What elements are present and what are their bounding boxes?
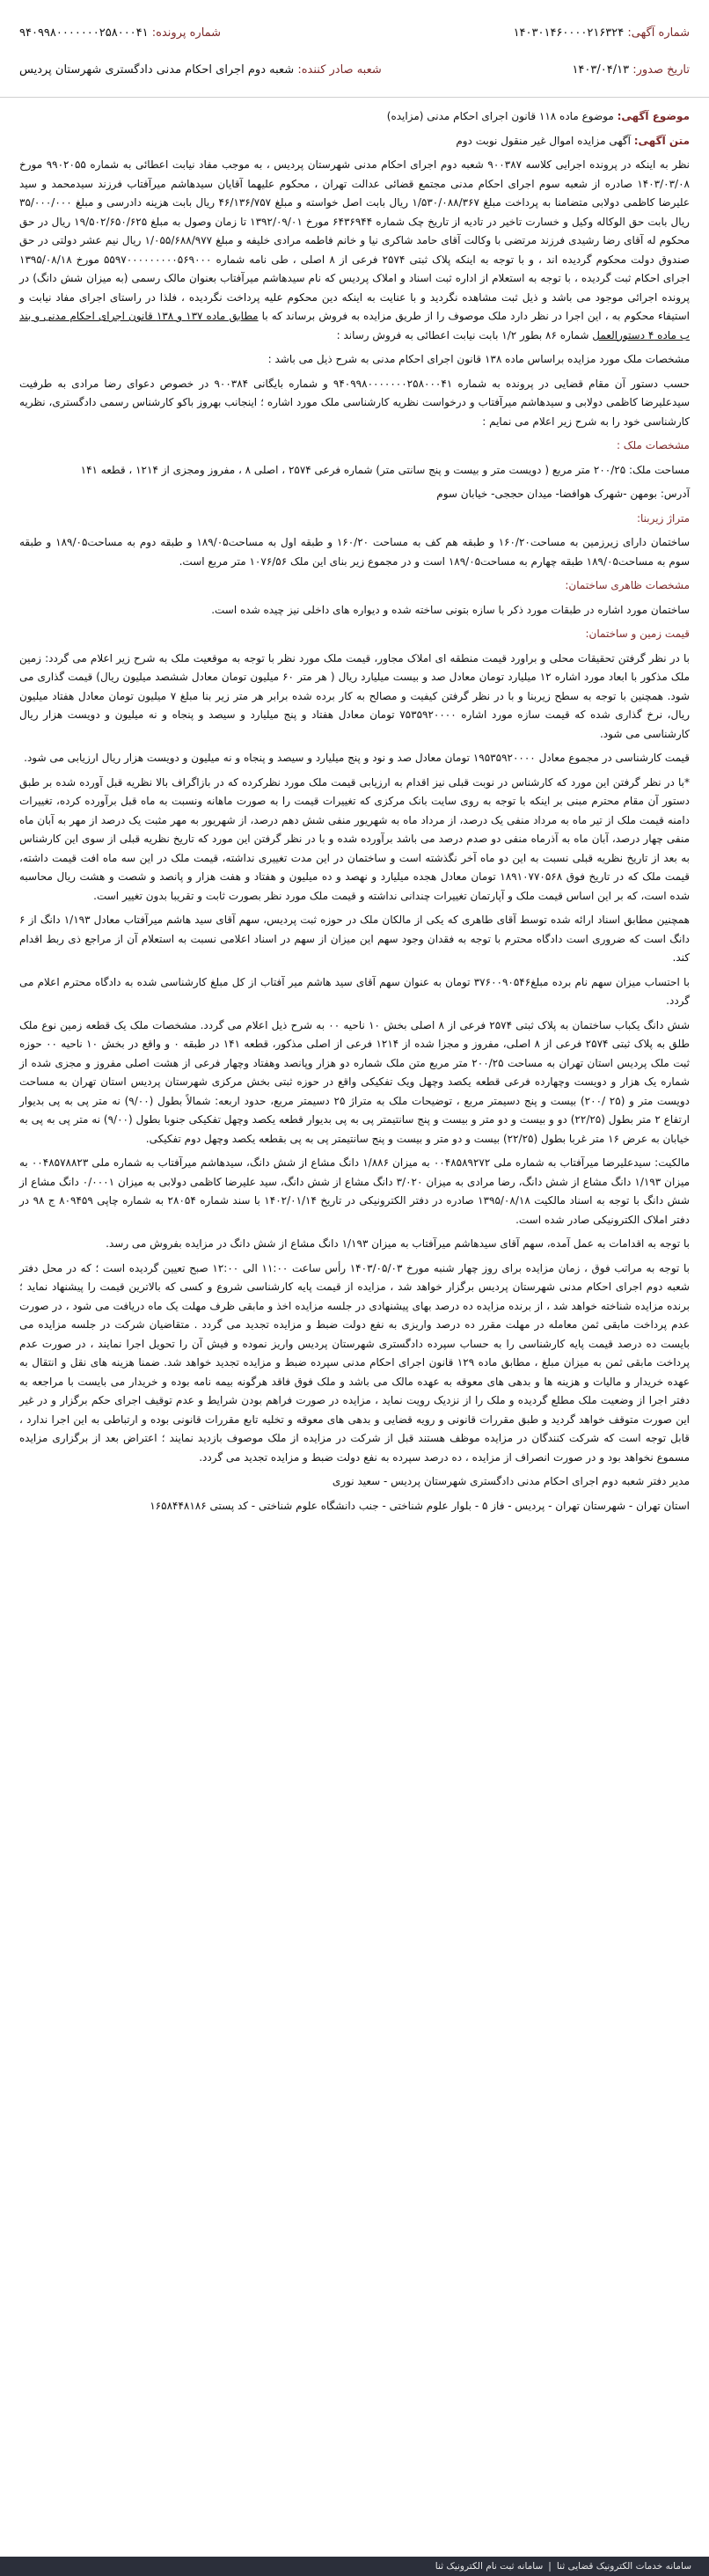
footer-site-name[interactable]: سامانه ثبت نام الکترونیک ثنا	[435, 2561, 544, 2572]
notice-title: آگهی مزایده اموال غیر منقول نوبت دوم	[456, 134, 631, 147]
subject-line	[19, 107, 690, 127]
notice-content	[19, 107, 690, 1521]
ad-number-field	[514, 26, 690, 40]
issue-date-value: ۱۴۰۳/۰۴/۱۳	[572, 63, 630, 77]
body-label-line	[19, 132, 690, 151]
specs-title: مشخصات ملک :	[616, 439, 690, 451]
case-number-field	[19, 26, 221, 40]
valuation-paragraph: همچنین مطابق اسناد ارائه شده توسط آقای طاهری که یکی از مالکان ملک در حوزه ثبت پردیس، سهم آقای سید هاشم میرآفتاب معادل ۱/۱۹۳ دانگ از ۶ دانگ است که ضروری است دادگاه محترم با توجه به فقدان وجود سهم این میزان از سهم در اسناد اعلامی نسبت به استعلام آن از مراجع ذی ربط اقدام کند.	[19, 914, 690, 964]
office-address: استان تهران - شهرستان تهران - پردیس - فاز ۵ - بلوار علوم شناختی - جنب دانشگاه علوم شناختی - کد پستی ۱۶۵۸۴۴۸۱۸۶	[150, 1499, 690, 1512]
notice-header	[0, 0, 709, 98]
address-line: آدرس: بومهن -شهرک هوافضا- میدان حججی- خیابان سوم	[436, 488, 690, 500]
body-label: متن آگهی:	[633, 134, 690, 147]
case-number-label: شماره پرونده:	[151, 26, 222, 40]
subject-label: موضوع آگهی:	[617, 110, 690, 122]
land-building-title: قیمت زمین و ساختمان:	[585, 627, 690, 640]
appearance-line: ساختمان مورد اشاره در طبقات مورد ذکر با سازه بتونی ساخته شده و دیواره های داخلی نیز چیده شده است.	[211, 603, 690, 616]
ad-number-value: ۱۴۰۳۰۱۴۶۰۰۰۰۲۱۶۳۲۴	[513, 26, 625, 40]
area-line: مساحت ملک: ۲۰۰/۲۵ متر مربع ( دویست متر و بیست و پنج سانتی متر) شماره فرعی ۲۵۷۴ ، اصلی ۸ ، مفروز ومجزی از ۱۲۱۴ ، قطعه ۱۴۱	[80, 463, 690, 476]
issuer-label: شعبه صادر کننده:	[297, 63, 382, 77]
appearance-title: مشخصات ظاهری ساختمان:	[565, 579, 690, 591]
valuation-paragraph: شش دانگ یکباب ساختمان به پلاک ثبتی ۲۵۷۴ فرعی از ۸ اصلی بخش ۱۰ ناحیه ۰۰ به شرح ذیل اعلام می گردد. مشخصات ملک یک قطعه زمین نوع ملک طلق به پلاک ثبتی ۲۵۷۴ فرعی از ۸ اصلی، مفروز و مجزا شده از ۱۲۱۴ فرعی از اصلی مذکور، قطعه ۱۴۱ در طبقه ۰ و واقع در بخش ۱۰ ناحیه ۰۰ حوزه ثبت ملک پردیس استان تهران به مساحت ۲۰۰/۲۵ متر مربع متن ملک شماره دو هزار وپانصد وهفتاد وچهار فرعی از هشت اصلی مفروز و مجزی شده از شماره یک هزار و دویست وچهارده فرعی قطعه یکصد وچهل ویک تفکیکی واقع در حوزه ثبتی بخش مرکزی شهرستان پردیس استان تهران به مساحت دویست متر و (۲۵ /۲۰۰) بیست و پنج دسیمتر مربع ، توضیحات ملک به متراژ ۲۵ دسیمتر مربع، حدود اربعه: شمالاً بطول (۹/۰۰) نه متر پی به پی بدیوار ارتفاع ۲ متر بطول (۲۲/۲۵) دو و بیست و دو متر و بیست و پنج سانتیمتر پی به پی بدیوار قطعه یکصد وچهل تفکیکی جنوبا بطول (۹/۰۰) نه متر پی به پی به خیابان به عرض ۱۶ متر غربا بطول (۲۲/۲۵) بیست و دو متر و بیست و پنج سانتیمتر پی به پی بقطعه یکصد وچهل دوم تفکیکی.	[19, 1018, 691, 1145]
built-area-line: ساختمان دارای زیرزمین به مساحت۱۶۰/۲۰ و طبقه هم کف به مساحت ۱۶۰/۲۰ و طبقه اول به مساحت۱۸۹/۰۵ و طبقه دوم به مساحت۱۸۹/۰۵ و طبقه سوم به مساحت۱۸۹/۰۵ طبقه چهارم به مساحت۱۸۹/۰۵ است و در مجموع زیر بنای این ملک ۱۰۷۶/۵۶ متر مربع است.	[19, 536, 690, 568]
intro-paragraph: نظر به اینکه در پرونده اجرایی کلاسه ۹۰۰۳۸۷ شعبه دوم اجرای احکام مدنی شهرستان پردیس ، به موجب مفاد نیابت اعطائی به شماره ۹۹۰۲۰۵۵ مورخ ۱۴۰۳/۰۳/۰۸ صادره از شعبه سوم اجرای احکام مدنی مجتمع قضائی عدالت تهران ، محکوم علیهما آقایان سیدهاشم میرآفتاب فرزند سیدمحمد و سید علیرضا کاظمی دولابی متضامنا به پرداخت مبلغ ۱/۵۳۰/۰۸۸/۳۶۷ ریال بابت اصل خواسته و مبلغ ۴۶/۱۳۶/۷۵۷ ریال بابت هزینه دادرسی و مبلغ ۳۵/۰۰۰/۰۰۰ ریال بابت حق الوکاله وکیل و خسارت تاخیر در تادیه از تاریخ چک شماره ۶۴۳۶۹۴۴ مورخ ۱۳۹۲/۰۹/۰۱ تا زمان وصول به مبلغ ۱۹/۵۰۲/۶۵۰/۶۲۵ ریال در حق محکوم له آقای رضا رشیدی فرزند مرتضی با وکالت آقای حامد شاکری نیا و خانم فاطمه مرادی خلیفه و مبلغ ۱/۰۵۵/۶۸۸/۹۷۷ ریال نیم عشر دولتی در حق صندوق دولت محکوم گردیده اند ، و با توجه به اینکه پلاک ثبتی ۲۵۷۴ فرعی از ۸ اصلی ، طی نامه شماره ۵۵۹۷۰۰۰۰۰۰۰۰۰۵۶۹۰۰۰ مورخ ۱۳۹۵/۰۸/۱۸ اجرای احکام ثبت گردیده ، با توجه به استعلام از اداره ثبت اسناد و املاک پردیس که نام سیدهاشم میرآفتاب بعنوان مالک رسمی (به میزان شش دانگ) در پرونده اجرائی موجود می باشد و ذیل ثبت مشاهده نگردید و با عنایت به اینکه دین محکوم علیه پرداخت نگردیده ، فلذا در راستای اجرای مفاد نیابت و استیفاء محکوم به ، این اجرا در نظر دارد ملک موصوف را از طریق مزایده به فروش برساند که با مطابق ماده ۱۳۷ و ۱۳۸ قانون اجرای احکام مدنی و بند ب ماده ۴ دستورالعمل شماره ۸۶ بطور ۱/۲ بابت نیابت اعطائی به فروش رساند :	[19, 158, 691, 341]
valuation-paragraph: مالکیت: سیدعلیرضا میرآفتاب به شماره ملی ۰۰۴۸۵۸۹۲۷۲ به میزان ۱/۸۸۶ دانگ مشاع از شش دانگ، سیدهاشم میرآفتاب به شماره ملی ۰۰۴۸۵۷۸۸۲۳ به میزان ۱/۱۹۳ دانگ مشاع از شش دانگ، رضا مرادی به میزان ۳/۰۲۰ دانگ مشاع از شش دانگ، سید علیرضا کاظمی دولابی به میزان ۰/۰۰۰۱ دانگ مشاع از شش دانگ با توجه به اسناد مالکیت ۱۳۹۵/۰۸/۱۸ صادره در دفتر الکترونیکی در تاریخ ۱۴۰۲/۰۱/۱۴ با سند شماره ۲۸۰۵۴ به شماره چاپی ۸۰۹۴۵۹ ج ۹۸ در دفتر املاک الکترونیکی صادر شده است.	[19, 1156, 691, 1226]
issue-date-label: تاریخ صدور:	[632, 63, 690, 77]
built-area-title: متراژ زیربنا:	[636, 511, 690, 525]
page-footer	[0, 2557, 709, 2576]
header-row-2	[0, 63, 709, 77]
valuation-paragraph: با احتساب میزان سهم نام برده مبلغ۳۷۶۰۰۹۰۵۴۶ تومان به عنوان سهم آقای سید هاشم میر آفتاب از کل مبلغ کارشناسی شده به دادگاه محترم اعلام می گردد.	[19, 975, 690, 1007]
valuation-paragraph: با در نظر گرفتن تحقیقات محلی و براورد قیمت منطقه ای املاک مجاور، قیمت ملک مورد نظر با توجه به موقعیت ملک به شرح زیر اعلام می گردد: زمین ملک مذکور با ابعاد مورد اشاره ۱۲ میلیارد تومان معادل صد و بیست میلیارد ریال ( هر متر ۶۰ میلیون تومان معادل ششصد میلیون ریال) قیمت گذاری می شود. همچنین با توجه به سطح زیربنا و با در نظر گرفتن کیفیت و مصالح به کار برده شده برابر هر متر زیر بنا مبلغ ۷ میلیون تومان معادل هفتاد میلیون ریال، نرخ گذاری شده که قیمت سازه مورد اشاره ۷۵۳۵۹۲۰۰۰۰ تومان معادل هفتاد و پنج میلیارد و سیصد و پنجاه و نه میلیون و دویست هزار ریال کارشناسی می شود.	[19, 651, 691, 740]
case-number-value: ۹۴۰۹۹۸۰۰۰۰۰۰۰۲۵۸۰۰۰۴۱	[19, 26, 149, 40]
issuer-value: شعبه دوم اجرای احکام مدنی دادگستری شهرستان پردیس	[19, 63, 295, 77]
expert-paragraph: حسب دستور آن مقام قضایی در پرونده به شماره ۹۴۰۹۹۸۰۰۰۰۰۰۰۲۵۸۰۰۰۴۱ و شماره بایگانی ۹۰۰۳۸۴ در خصوص دعوای رضا مرادی به طرفیت سیدعلیرضا کاظمی دولابی و سیدهاشم میرآفتاب و درخواست نظریه کارشناسی ملک مورد اشاره ؛ اینجانب بهروز باکو کارشناس رسمی دادگستری، نظریه کارشناسی خود را به شرح زیر اعلام می نمایم :	[19, 377, 690, 428]
ad-number-label: شماره آگهی:	[627, 26, 690, 40]
valuation-paragraph: قیمت کارشناسی در مجموع معادل ۱۹۵۳۵۹۲۰۰۰۰ تومان معادل صد و نود و پنج میلیارد و سیصد و پنجاه و نه میلیون و دویست هزار ریال ارزیابی می شود.	[24, 752, 690, 764]
issue-date-field	[572, 63, 690, 77]
header-row-1	[0, 26, 709, 40]
footer-system-name[interactable]: سامانه خدمات الکترونیک قضایی ثنا	[556, 2561, 691, 2572]
issuer-field	[19, 63, 382, 77]
subject-value: موضوع ماده ۱۱۸ قانون اجرای احکام مدنی (مزایده)	[386, 110, 614, 122]
auction-paragraph: با توجه به مراتب فوق ، زمان مزایده برای روز چهار شنبه مورخ ۱۴۰۳/۰۵/۰۳ رأس ساعت ۱۱:۰۰ الی ۱۲:۰۰ صبح تعیین گردیده است ؛ که در محل دفتر شعبه دوم اجرای احکام مدنی شهرستان پردیس برگزار خواهد شد ، مزایده از قیمت پایه کارشناسی شروع و کسی که بالاترین قیمت را پیشنهاد نماید ؛ برنده مزایده شناخته خواهد شد ، از برنده مزایده ده درصد بهای پیشنهادی در جلسه مزایده اخذ و مابقی ظرف مهلت یک ماه دریافت می شود ، در صورت عدم پرداخت مابقی ثمن معامله در مهلت مقرر ده درصد واریزی به نفع دولت ضبط و مزایده تجدید می گردد . متقاضیان شرکت در جلسه مزایده می بایست ده درصد قیمت پایه کارشناسی را به حساب سپرده دادگستری شهرستان پردیس واریز نموده و فیش آن را تحویل اجرا نمایند ، در صورت عدم پرداخت مابقی ثمن به میزان مبلغ ، مطابق ماده ۱۲۹ قانون اجرای احکام مدنی سپرده ضبط و مزایده تجدید خواهد شد. ضمنا هزینه های نقل و انتقال به عهده خریدار و مالیات و هزینه ها و بدهی های معوقه به عهده مالک می باشد و ملک فوق فاقد هرگونه بیمه نامه بوده و خریدار می بایست با مراجعه به دفتر اجرا از وضعیت ملک مطلع گردیده و ملک را از نزدیک رویت نماید ، مزایده در صورت فراهم بودن شرایط و عدم توقیف اجرای حکم برگزار و در غیر این صورت متوقف خواهد گردید و طبق مقررات قانونی و رویه قضایی و بدهی های معوقه و تخلیه تابع مقررات قانونی بوده و ارتباطی به این اجرا ندارد ، قابل توجه است که شرکت کنندگان در مزایده موظف هستند قبل از شرکت در مزایده از ملک موصوف بازدید نمایند ؛ اعتراض بعد از برگزاری مزایده مسموع نخواهد بود و در صورت انصراف از مزایده ، ده درصد سپرده به نفع دولت ضبط و مزایده تجدید می گردد.	[19, 1261, 691, 1464]
footer-separator: |	[548, 2561, 552, 2572]
signature-line: مدیر دفتر شعبه دوم اجرای احکام مدنی دادگستری شهرستان پردیس - سعید نوری	[332, 1475, 690, 1487]
specs-intro-paragraph: مشخصات ملک مورد مزایده براساس ماده ۱۳۸ قانون اجرای احکام مدنی به شرح ذیل می باشد :	[267, 353, 690, 365]
valuation-paragraph: با توجه به اقدامات به عمل آمده، سهم آقای سیدهاشم میرآفتاب به میزان ۱/۱۹۳ دانگ مشاع از شش دانگ در مزایده بفروش می رسد.	[106, 1237, 690, 1250]
valuation-paragraph: *با در نظر گرفتن این مورد که کارشناس در نوبت قبلی نیز اقدام به ارزیابی قیمت ملک مورد نظرکرده که در بازاگراف بالا نظریه قبل آورده شده بر طبق دستور آن مقام محترم مبنی بر اینکه با توجه به روی سایت بانک مرکزی که تغییرات قیمت را به صورت ماهانه ونسبت به ماه قبل برآورده کرده، تغییرات دامنه قیمت ملک از تیر ماه به مرداد منفی یک درصد، از مرداد ماه به شهریور منفی شش دهم درصد، از شهریور به مهر مثبت یک درصد از مهر به آبان ماه منفی چهار درصد، آبان ماه به آذرماه منفی دو صدم درصد می باشد برآورده شده و با در نظر گرفتن این مورد که تاریخ نظریه قبلی از سوی این کارشناس به بعد از تاریخ نظریه قبلی نسبت به این دو ماه آخر نگذشته است و ساختمان در این مدت تغییری نداشته، قیمت ملک در این سه ماه افت قیمت داشته، قیمت ملک که در تاریخ فوق ۱۸۹۱۰۷۷۰۵۶۸ تومان معادل هجده میلیارد و نهصد و ده میلیون و هفتاد و هفت هزار و پانصد و شصت و هشت ریال محاسبه شده است، که بر این اساس قیمت ملک و آپارتمان تغییرات چندانی نداشته و قیمت ملک مورد نظر بصورت ثابت و تقریبا بدون تغییر است.	[19, 775, 690, 902]
